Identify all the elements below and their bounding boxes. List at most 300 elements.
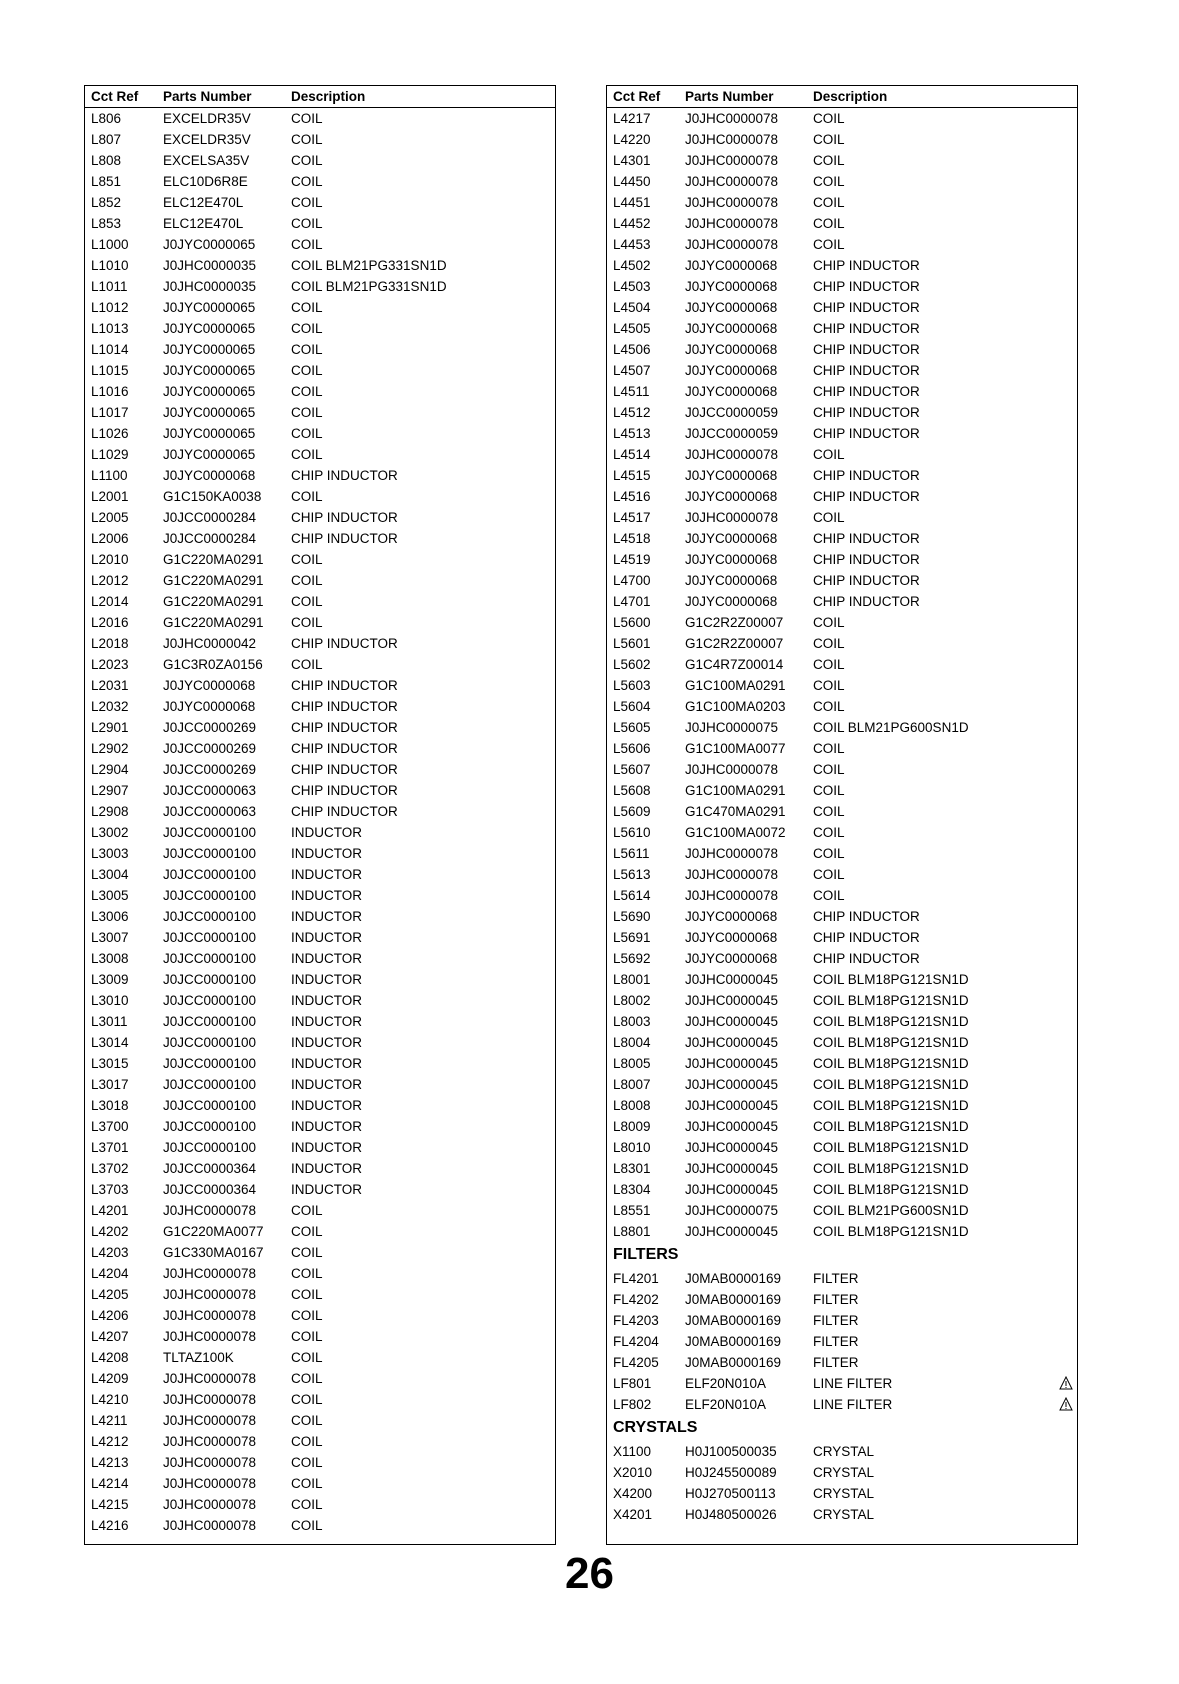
cct-ref-cell: L8010 [613, 1140, 651, 1155]
table-header [85, 86, 555, 108]
table-row [85, 276, 555, 297]
description-cell: FILTER [813, 1292, 859, 1307]
parts-number-cell: J0JCC0000364 [163, 1161, 257, 1176]
table-row [85, 1011, 555, 1032]
cct-ref-cell: L5609 [613, 804, 651, 819]
description-cell: COIL [813, 783, 845, 798]
parts-number-cell: J0JYC0000065 [163, 237, 256, 252]
table-row [607, 1373, 1077, 1394]
table-row [607, 255, 1077, 276]
table-row [85, 507, 555, 528]
cct-ref-cell: L1000 [91, 237, 129, 252]
header-description: Description [813, 89, 888, 104]
table-row [85, 654, 555, 675]
parts-number-cell: G1C2R2Z00007 [685, 615, 784, 630]
table-row [607, 213, 1077, 234]
table-row [607, 969, 1077, 990]
description-cell: COIL [813, 447, 845, 462]
description-cell: CRYSTAL [813, 1465, 875, 1480]
description-cell: COIL BLM18PG121SN1D [813, 1056, 969, 1071]
description-cell: COIL [291, 1392, 323, 1407]
cct-ref-cell: L8002 [613, 993, 651, 1008]
description-cell: COIL [291, 1497, 323, 1512]
cct-ref-cell: L5606 [613, 741, 651, 756]
table-row [85, 1389, 555, 1410]
description-cell: INDUCTOR [291, 1077, 363, 1092]
description-cell: COIL [291, 1350, 323, 1365]
crystals-table-body [607, 1441, 1077, 1525]
cct-ref-cell: L4214 [91, 1476, 129, 1491]
cct-ref-cell: L3010 [91, 993, 129, 1008]
cct-ref-cell: L4505 [613, 321, 651, 336]
parts-number-cell: J0JHC0000078 [685, 132, 779, 147]
parts-number-cell: J0JYC0000068 [685, 279, 778, 294]
parts-number-cell: J0JHC0000078 [163, 1434, 257, 1449]
parts-number-cell: ELC12E470L [163, 195, 244, 210]
cct-ref-cell: X4201 [613, 1507, 653, 1522]
table-row [85, 801, 555, 822]
cct-ref-cell: L4452 [613, 216, 651, 231]
table-row [607, 1053, 1077, 1074]
cct-ref-cell: L1100 [91, 468, 128, 483]
parts-number-cell: J0JHC0000078 [163, 1413, 257, 1428]
description-cell: COIL [813, 195, 845, 210]
right-table-body [607, 108, 1077, 1242]
parts-number-cell: EXCELDR35V [163, 111, 251, 126]
cct-ref-cell: L4519 [613, 552, 651, 567]
cct-ref-cell: L4204 [91, 1266, 129, 1281]
cct-ref-cell: L4512 [613, 405, 651, 420]
cct-ref-cell: L2016 [91, 615, 129, 630]
table-row [607, 1095, 1077, 1116]
table-row [85, 444, 555, 465]
description-cell: COIL [291, 447, 323, 462]
table-row [85, 171, 555, 192]
cct-ref-cell: L4700 [613, 573, 651, 588]
parts-number-cell: G1C220MA0291 [163, 552, 264, 567]
cct-ref-cell: X1100 [613, 1444, 652, 1459]
parts-number-cell: J0JHC0000045 [685, 1056, 779, 1071]
description-cell: COIL [291, 1203, 323, 1218]
description-cell: COIL [291, 237, 323, 252]
cct-ref-cell: L4205 [91, 1287, 129, 1302]
parts-number-cell: J0JCC0000100 [163, 951, 257, 966]
table-row [607, 1179, 1077, 1200]
parts-number-cell: J0MAB0000169 [685, 1313, 782, 1328]
left-parts-table [84, 85, 556, 1545]
table-row [85, 1431, 555, 1452]
crystals-heading: CRYSTALS [613, 1419, 698, 1436]
description-cell: CHIP INDUCTOR [291, 783, 398, 798]
parts-number-cell: J0JHC0000078 [685, 888, 779, 903]
left-table-body [85, 108, 555, 1536]
cct-ref-cell: L3018 [91, 1098, 129, 1113]
description-cell: CRYSTAL [813, 1486, 875, 1501]
parts-number-cell: J0JHC0000078 [685, 174, 779, 189]
cct-ref-cell: L4301 [613, 153, 651, 168]
parts-number-cell: J0JHC0000078 [163, 1203, 257, 1218]
description-cell: COIL BLM18PG121SN1D [813, 1035, 969, 1050]
description-cell: COIL [291, 153, 323, 168]
parts-number-cell: J0JHC0000078 [163, 1329, 257, 1344]
description-cell: COIL [291, 300, 323, 315]
cct-ref-cell: L2010 [91, 552, 129, 567]
parts-number-cell: J0JCC0000100 [163, 1140, 257, 1155]
parts-number-cell: J0JHC0000078 [685, 846, 779, 861]
table-row [85, 1242, 555, 1263]
description-cell: CHIP INDUCTOR [813, 363, 920, 378]
table-row [85, 486, 555, 507]
table-row [607, 927, 1077, 948]
description-cell: CHIP INDUCTOR [813, 321, 920, 336]
cct-ref-cell: FL4203 [613, 1313, 659, 1328]
table-row [607, 423, 1077, 444]
table-row [607, 591, 1077, 612]
parts-number-cell: J0JHC0000035 [163, 279, 257, 294]
table-row [607, 1074, 1077, 1095]
parts-number-cell: J0JCC0000100 [163, 972, 257, 987]
table-row [85, 570, 555, 591]
parts-number-cell: J0JCC0000364 [163, 1182, 257, 1197]
description-cell: COIL [291, 426, 323, 441]
table-row [85, 297, 555, 318]
parts-number-cell: J0JHC0000078 [163, 1455, 257, 1470]
table-row [85, 1032, 555, 1053]
parts-number-cell: J0JYC0000068 [163, 699, 256, 714]
parts-number-cell: J0JCC0000100 [163, 930, 257, 945]
table-row [85, 612, 555, 633]
parts-number-cell: J0JYC0000065 [163, 384, 256, 399]
header-parts-number: Parts Number [163, 89, 252, 104]
description-cell: COIL [291, 1518, 323, 1533]
table-row [85, 1116, 555, 1137]
description-cell: COIL BLM21PG331SN1D [291, 279, 447, 294]
table-row [85, 1137, 555, 1158]
description-cell: INDUCTOR [291, 888, 363, 903]
description-cell: COIL [291, 384, 323, 399]
parts-number-cell: J0JCC0000100 [163, 867, 257, 882]
description-cell: COIL [291, 405, 323, 420]
cct-ref-cell: L8001 [613, 972, 651, 987]
parts-number-cell: J0JHC0000078 [685, 447, 779, 462]
description-cell: CHIP INDUCTOR [813, 909, 920, 924]
parts-number-cell: J0MAB0000169 [685, 1292, 782, 1307]
parts-number-cell: J0JCC0000063 [163, 804, 257, 819]
description-cell: COIL BLM18PG121SN1D [813, 1014, 969, 1029]
cct-ref-cell: L806 [91, 111, 122, 126]
description-cell: COIL [291, 216, 323, 231]
cct-ref-cell: L4506 [613, 342, 651, 357]
parts-number-cell: J0JCC0000100 [163, 1056, 257, 1071]
parts-number-cell: J0JCC0000100 [163, 1077, 257, 1092]
table-row [85, 108, 555, 129]
description-cell: INDUCTOR [291, 930, 363, 945]
description-cell: CHIP INDUCTOR [291, 468, 398, 483]
parts-number-cell: J0JCC0000063 [163, 783, 257, 798]
table-row [85, 465, 555, 486]
description-cell: COIL [291, 174, 323, 189]
cct-ref-cell: L3002 [91, 825, 129, 840]
description-cell: COIL [291, 552, 323, 567]
description-cell: COIL [813, 762, 845, 777]
description-cell: FILTER [813, 1334, 859, 1349]
parts-number-cell: J0JHC0000078 [163, 1308, 257, 1323]
table-row [607, 990, 1077, 1011]
warning-triangle-icon [1059, 1397, 1073, 1411]
table-row [85, 696, 555, 717]
table-row [85, 1347, 555, 1368]
cct-ref-cell: L1010 [91, 258, 129, 273]
description-cell: COIL [291, 342, 323, 357]
cct-ref-cell: L8301 [613, 1161, 651, 1176]
cct-ref-cell: L4516 [613, 489, 651, 504]
parts-number-cell: G1C470MA0291 [685, 804, 786, 819]
description-cell: CHIP INDUCTOR [813, 930, 920, 945]
table-row [607, 948, 1077, 969]
description-cell: COIL [291, 1413, 323, 1428]
header-cct-ref: Cct Ref [91, 89, 139, 104]
table-row [607, 486, 1077, 507]
cct-ref-cell: L5603 [613, 678, 651, 693]
parts-number-cell: J0JHC0000045 [685, 972, 779, 987]
cct-ref-cell: L5613 [613, 867, 651, 882]
parts-number-cell: J0MAB0000169 [685, 1334, 782, 1349]
table-row [85, 759, 555, 780]
cct-ref-cell: L1026 [91, 426, 129, 441]
parts-number-cell: J0JHC0000045 [685, 1077, 779, 1092]
table-row [607, 234, 1077, 255]
description-cell: INDUCTOR [291, 909, 363, 924]
description-cell: COIL [291, 657, 323, 672]
description-cell: COIL [813, 132, 845, 147]
table-row [85, 129, 555, 150]
table-row [607, 129, 1077, 150]
table-row [607, 1032, 1077, 1053]
filters-heading: FILTERS [613, 1246, 679, 1263]
cct-ref-cell: L2904 [91, 762, 129, 777]
parts-number-cell: J0JHC0000078 [163, 1497, 257, 1512]
table-row [85, 885, 555, 906]
description-cell: COIL [291, 1371, 323, 1386]
cct-ref-cell: L2023 [91, 657, 129, 672]
parts-number-cell: H0J100500035 [685, 1444, 777, 1459]
parts-number-cell: J0JYC0000068 [685, 552, 778, 567]
cct-ref-cell: L3700 [91, 1119, 129, 1134]
description-cell: LINE FILTER [813, 1376, 893, 1391]
description-cell: COIL [813, 615, 845, 630]
table-row [607, 717, 1077, 738]
table-row [607, 108, 1077, 129]
cct-ref-cell: L3009 [91, 972, 129, 987]
cct-ref-cell: L3003 [91, 846, 129, 861]
description-cell: CHIP INDUCTOR [813, 573, 920, 588]
parts-number-cell: G1C100MA0203 [685, 699, 786, 714]
table-row [607, 759, 1077, 780]
description-cell: COIL [291, 1476, 323, 1491]
parts-number-cell: H0J245500089 [685, 1465, 777, 1480]
table-row [85, 528, 555, 549]
parts-number-cell: J0JYC0000068 [685, 258, 778, 273]
cct-ref-cell: L5690 [613, 909, 651, 924]
parts-number-cell: J0JHC0000045 [685, 1140, 779, 1155]
description-cell: COIL [291, 1245, 323, 1260]
parts-number-cell: J0JCC0000284 [163, 510, 257, 525]
cct-ref-cell: L4517 [613, 510, 651, 525]
table-row [85, 1410, 555, 1431]
cct-ref-cell: LF802 [613, 1397, 652, 1412]
description-cell: CHIP INDUCTOR [813, 426, 920, 441]
table-row [85, 192, 555, 213]
cct-ref-cell: L5691 [613, 930, 651, 945]
table-row [607, 1441, 1077, 1462]
cct-ref-cell: L8009 [613, 1119, 651, 1134]
table-row [85, 927, 555, 948]
table-row [607, 549, 1077, 570]
table-row [607, 1504, 1077, 1525]
table-row [85, 360, 555, 381]
table-row [607, 885, 1077, 906]
table-row [607, 1137, 1077, 1158]
cct-ref-cell: L8005 [613, 1056, 651, 1071]
table-row [85, 213, 555, 234]
cct-ref-cell: L2908 [91, 804, 129, 819]
parts-number-cell: J0JHC0000045 [685, 993, 779, 1008]
description-cell: COIL [291, 363, 323, 378]
cct-ref-cell: L4213 [91, 1455, 129, 1470]
description-cell: COIL [813, 510, 845, 525]
cct-ref-cell: L807 [91, 132, 122, 147]
cct-ref-cell: L1014 [91, 342, 129, 357]
table-row [85, 1200, 555, 1221]
cct-ref-cell: L4504 [613, 300, 651, 315]
cct-ref-cell: L3005 [91, 888, 129, 903]
cct-ref-cell: L5601 [613, 636, 651, 651]
parts-number-cell: J0JHC0000078 [163, 1266, 257, 1281]
description-cell: COIL BLM18PG121SN1D [813, 993, 969, 1008]
cct-ref-cell: L3701 [91, 1140, 129, 1155]
table-row [85, 402, 555, 423]
cct-ref-cell: L3011 [91, 1014, 128, 1029]
description-cell: COIL BLM18PG121SN1D [813, 1182, 969, 1197]
cct-ref-cell: L3702 [91, 1161, 129, 1176]
description-cell: CRYSTAL [813, 1507, 875, 1522]
parts-number-cell: G1C330MA0167 [163, 1245, 264, 1260]
description-cell: CHIP INDUCTOR [813, 405, 920, 420]
table-row [85, 150, 555, 171]
cct-ref-cell: L4503 [613, 279, 651, 294]
cct-ref-cell: L3006 [91, 909, 129, 924]
parts-number-cell: J0JYC0000068 [685, 342, 778, 357]
parts-number-cell: ELF20N010A [685, 1397, 767, 1412]
cct-ref-cell: L4210 [91, 1392, 129, 1407]
table-row [607, 318, 1077, 339]
table-row [607, 675, 1077, 696]
cct-ref-cell: L8004 [613, 1035, 651, 1050]
table-row [607, 528, 1077, 549]
table-row [607, 360, 1077, 381]
description-cell: CHIP INDUCTOR [813, 384, 920, 399]
parts-number-cell: J0JHC0000042 [163, 636, 257, 651]
parts-number-cell: H0J480500026 [685, 1507, 777, 1522]
cct-ref-cell: L8003 [613, 1014, 651, 1029]
description-cell: COIL [813, 825, 845, 840]
parts-number-cell: J0JYC0000068 [685, 321, 778, 336]
cct-ref-cell: L4513 [613, 426, 651, 441]
table-row [85, 822, 555, 843]
parts-number-cell: G1C100MA0291 [685, 783, 786, 798]
description-cell: INDUCTOR [291, 1014, 363, 1029]
description-cell: CRYSTAL [813, 1444, 875, 1459]
cct-ref-cell: L3015 [91, 1056, 129, 1071]
cct-ref-cell: L4451 [613, 195, 651, 210]
parts-number-cell: J0JHC0000078 [163, 1287, 257, 1302]
description-cell: COIL [813, 237, 845, 252]
parts-number-cell: J0JCC0000100 [163, 825, 257, 840]
cct-ref-cell: FL4201 [613, 1271, 659, 1286]
parts-number-cell: J0JYC0000065 [163, 447, 256, 462]
cct-ref-cell: L4507 [613, 363, 651, 378]
cct-ref-cell: L2018 [91, 636, 129, 651]
parts-number-cell: J0JYC0000068 [685, 594, 778, 609]
cct-ref-cell: L1015 [91, 363, 129, 378]
table-row [607, 276, 1077, 297]
description-cell: INDUCTOR [291, 1119, 363, 1134]
table-row [85, 990, 555, 1011]
description-cell: FILTER [813, 1271, 859, 1286]
parts-number-cell: J0JCC0000269 [163, 741, 257, 756]
table-row [85, 780, 555, 801]
parts-number-cell: J0JYC0000068 [685, 384, 778, 399]
parts-number-cell: J0JCC0000100 [163, 993, 257, 1008]
description-cell: FILTER [813, 1313, 859, 1328]
description-cell: COIL [813, 867, 845, 882]
table-row [85, 1158, 555, 1179]
cct-ref-cell: L3014 [91, 1035, 129, 1050]
cct-ref-cell: L2006 [91, 531, 129, 546]
parts-number-cell: J0JYC0000068 [685, 363, 778, 378]
description-cell: COIL [291, 1224, 323, 1239]
parts-number-cell: G1C100MA0291 [685, 678, 786, 693]
cct-ref-cell: L1011 [91, 279, 128, 294]
cct-ref-cell: L8801 [613, 1224, 651, 1239]
cct-ref-cell: L4211 [91, 1413, 128, 1428]
parts-number-cell: J0JHC0000078 [685, 510, 779, 525]
parts-number-cell: J0JYC0000068 [685, 909, 778, 924]
table-row [607, 1158, 1077, 1179]
table-row [85, 1368, 555, 1389]
parts-number-cell: J0JHC0000045 [685, 1035, 779, 1050]
parts-number-cell: J0JHC0000035 [163, 258, 257, 273]
table-row [607, 633, 1077, 654]
cct-ref-cell: L1012 [91, 300, 129, 315]
cct-ref-cell: L4203 [91, 1245, 129, 1260]
parts-number-cell: J0JHC0000078 [163, 1476, 257, 1491]
parts-number-cell: J0JCC0000284 [163, 531, 257, 546]
table-row [607, 864, 1077, 885]
description-cell: COIL BLM18PG121SN1D [813, 1140, 969, 1155]
table-row [607, 570, 1077, 591]
parts-number-cell: EXCELDR35V [163, 132, 251, 147]
cct-ref-cell: L5607 [613, 762, 651, 777]
parts-number-cell: J0JYC0000068 [685, 300, 778, 315]
parts-number-cell: J0JHC0000045 [685, 1098, 779, 1113]
table-header [607, 86, 1077, 108]
cct-ref-cell: L2032 [91, 699, 129, 714]
table-row [607, 780, 1077, 801]
parts-number-cell: TLTAZ100K [163, 1350, 234, 1365]
parts-number-cell: J0JHC0000045 [685, 1014, 779, 1029]
cct-ref-cell: L808 [91, 153, 122, 168]
